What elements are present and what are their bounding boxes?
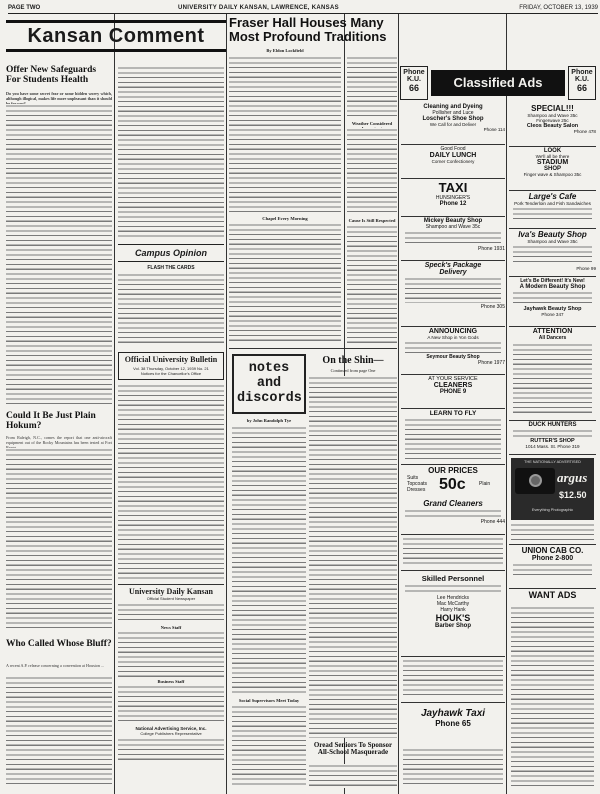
ad-stadium-shop: LOOK We'll all be there STADIUM SHOP Finger wave & Shampoo 35c bbox=[523, 148, 582, 177]
fraser-headline: Fraser Hall Houses Many Most Profound Traditions bbox=[229, 15, 387, 44]
ad-taxi: TAXI HUNSINGER'S Phone 12 bbox=[435, 180, 471, 207]
fraser-body-continued bbox=[347, 56, 397, 120]
want-ads-listings bbox=[511, 606, 594, 788]
bulletin-notice: Notices for the Chancellor's Office bbox=[140, 371, 202, 376]
editorial-lead: From Raleigh, N.C., comes the report that one anti-aircraft equipment out of the Rocky Mountains has been tested at Fort bbox=[6, 435, 112, 445]
ad-announcing: ANNOUNCING A New Shop in Yon Gods Seymour Beauty Shop Phone 1977 bbox=[401, 328, 505, 372]
oread-body bbox=[309, 764, 397, 788]
oread-headline: Oread Seniors To Sponsor All-School Masquerade bbox=[313, 741, 393, 757]
notes-subhead: Social Supervisors Meet Today bbox=[238, 698, 300, 703]
news-staff-label: News Staff bbox=[160, 625, 182, 630]
ad-lunch: Good Food DAILY LUNCH Corner Confectionery bbox=[429, 146, 477, 164]
editorial-body-text bbox=[6, 676, 112, 788]
argus-ad-text bbox=[511, 523, 594, 541]
fraser-subhead: Cause Is Still Respected bbox=[348, 218, 396, 223]
ad-iva-beauty: Iva's Beauty Shop Shampoo and Wave 35c Phone 99 bbox=[509, 230, 596, 274]
notes-body bbox=[232, 426, 306, 696]
ad-cafe: Large's Cafe Pork Tenderloin and Fish Sandwiches bbox=[509, 192, 596, 226]
editorial-body-text bbox=[6, 448, 112, 630]
fraser-body bbox=[229, 223, 341, 343]
editorial-title: Kansan Comment bbox=[27, 25, 205, 47]
advertising-rep-sub: College Publishers Representative bbox=[140, 731, 202, 736]
classified-notices bbox=[403, 659, 503, 699]
ad-service-cleaners: AT YOUR SERVICE CLEANERS PHONE 9 bbox=[428, 376, 478, 395]
ad-learn-to-fly: LEARN TO FLY bbox=[401, 410, 505, 462]
ad-argus-camera: THE NATIONALLY ADVERTISED argus $12.50 Everything Photographic bbox=[511, 458, 594, 520]
classified-header bbox=[400, 66, 596, 100]
ad-duck-hunters: DUCK HUNTERS RUTTER'S SHOP 1014 Mass. St. Phone 319 bbox=[509, 422, 596, 452]
column-rule bbox=[506, 14, 507, 794]
argus-price: $12.50 bbox=[559, 490, 587, 500]
notes-byline: by John Randolph Tye bbox=[246, 418, 292, 423]
bulletin-header bbox=[118, 352, 224, 380]
editorial-lead: A recent A.P. release concerning a convention at Houston ... bbox=[6, 663, 104, 668]
editorial-headline-health: Offer New Safeguards For Students Health bbox=[6, 65, 97, 85]
notes-title: notes and discords bbox=[237, 361, 302, 406]
staff-masthead bbox=[118, 584, 224, 788]
fraser-body-continued bbox=[347, 128, 397, 216]
editorial-lead: Do you have some secret fear or some hidden worry which, although illogical, makes life more unpleasant than it should bbox=[6, 91, 112, 101]
column-rule bbox=[226, 14, 227, 794]
ad-cleaning: Cleaning and Dyeing Pollisher and Luce Loscher's Shoe Shop We Call for and Deliver Phone 114 bbox=[422, 104, 505, 132]
editorial-headline-bluff: Who Called Whose Bluff? bbox=[6, 639, 112, 649]
classified-notices bbox=[403, 748, 503, 788]
classified-notices bbox=[403, 537, 503, 567]
want-ads-header: WANT ADS bbox=[528, 590, 577, 600]
ad-mickey: Mickey Beauty Shop Shampoo and Wave 35c Phone 1931 bbox=[401, 218, 505, 258]
on-shin-body bbox=[309, 376, 397, 738]
campus-opinion-letter bbox=[118, 273, 224, 345]
argus-logo: argus bbox=[557, 470, 588, 485]
ad-attention-dancers: ATTENTION All Dancers bbox=[509, 328, 596, 418]
fraser-byline: By Eldon Lockfield bbox=[266, 48, 304, 53]
ad-jayhawk-beauty: Let's Be Different! It's New! A Modern Beauty Shop Jayhawk Beauty Shop Phone 347 bbox=[509, 278, 596, 324]
page-masthead bbox=[8, 4, 598, 14]
notes-discords-box bbox=[232, 354, 306, 414]
bulletin-title: Official University Bulletin bbox=[124, 355, 218, 364]
column-rule bbox=[114, 14, 115, 794]
advertising-rep: National Advertising Service, Inc. bbox=[135, 726, 207, 731]
fraser-body-continued bbox=[347, 225, 397, 345]
ad-union-cab: UNION CAB CO. Phone 2-800 bbox=[509, 546, 596, 586]
masthead-sub: Official Student Newspaper bbox=[146, 596, 196, 601]
fraser-subhead: Chapel Every Morning bbox=[262, 216, 308, 221]
on-shin-sub: Continued from page One bbox=[330, 368, 376, 373]
page-number: PAGE TWO bbox=[8, 5, 41, 11]
ad-jayhawk-taxi: Jayhawk Taxi Phone 65 bbox=[420, 708, 486, 728]
editorial-continued-text bbox=[118, 66, 224, 238]
masthead-title: University Daily Kansan bbox=[128, 587, 213, 596]
bulletin-notices bbox=[118, 384, 224, 580]
ad-special: SPECIAL!!! Shampoo and Wave 35c Fingerwave 25c Cleos Beauty Salon Phone 478 bbox=[526, 104, 596, 134]
camera-image bbox=[515, 468, 555, 494]
campus-opinion-subhead: FLASH THE CARDS bbox=[147, 265, 195, 271]
fraser-body bbox=[229, 56, 341, 216]
on-shin-title: On the Shin— bbox=[322, 355, 384, 366]
business-staff-label: Business Staff bbox=[157, 679, 185, 684]
campus-opinion-title: Campus Opinion bbox=[135, 248, 207, 258]
classified-phone-left: Phone K.U. 66 bbox=[400, 66, 428, 100]
paper-name: UNIVERSITY DAILY KANSAN, LAWRENCE, KANSAS bbox=[178, 5, 339, 11]
editorial-body-text bbox=[6, 104, 112, 404]
ad-our-prices: OUR PRICES Suits Topcoats Dresses 50c Plain Grand Cleaners Phone 444 bbox=[407, 466, 505, 525]
ad-speck: Speck's Package Delivery Phone 305 bbox=[401, 262, 505, 324]
bulletin-info: Vol. 38 Thursday, October 12, 1939 No. 21 bbox=[133, 366, 209, 371]
classified-title: Classified Ads bbox=[431, 70, 565, 96]
classified-phone-right: Phone K.U. 66 bbox=[568, 66, 596, 100]
kansan-comment-header bbox=[6, 20, 226, 52]
fraser-subhead: Weather Considered bbox=[351, 121, 393, 126]
editorial-headline-hokum: Could It Be Just Plain Hokum? bbox=[6, 411, 96, 431]
notes-body bbox=[232, 705, 306, 788]
ad-houks-barber: Skilled Personnel Lee Hendricks Mac McCarthy Harry Hank HOUK'S Barber Shop bbox=[401, 574, 505, 654]
campus-opinion-banner bbox=[118, 244, 224, 262]
issue-date: FRIDAY, OCTOBER 13, 1939 bbox=[519, 5, 598, 11]
column-rule bbox=[398, 14, 399, 794]
